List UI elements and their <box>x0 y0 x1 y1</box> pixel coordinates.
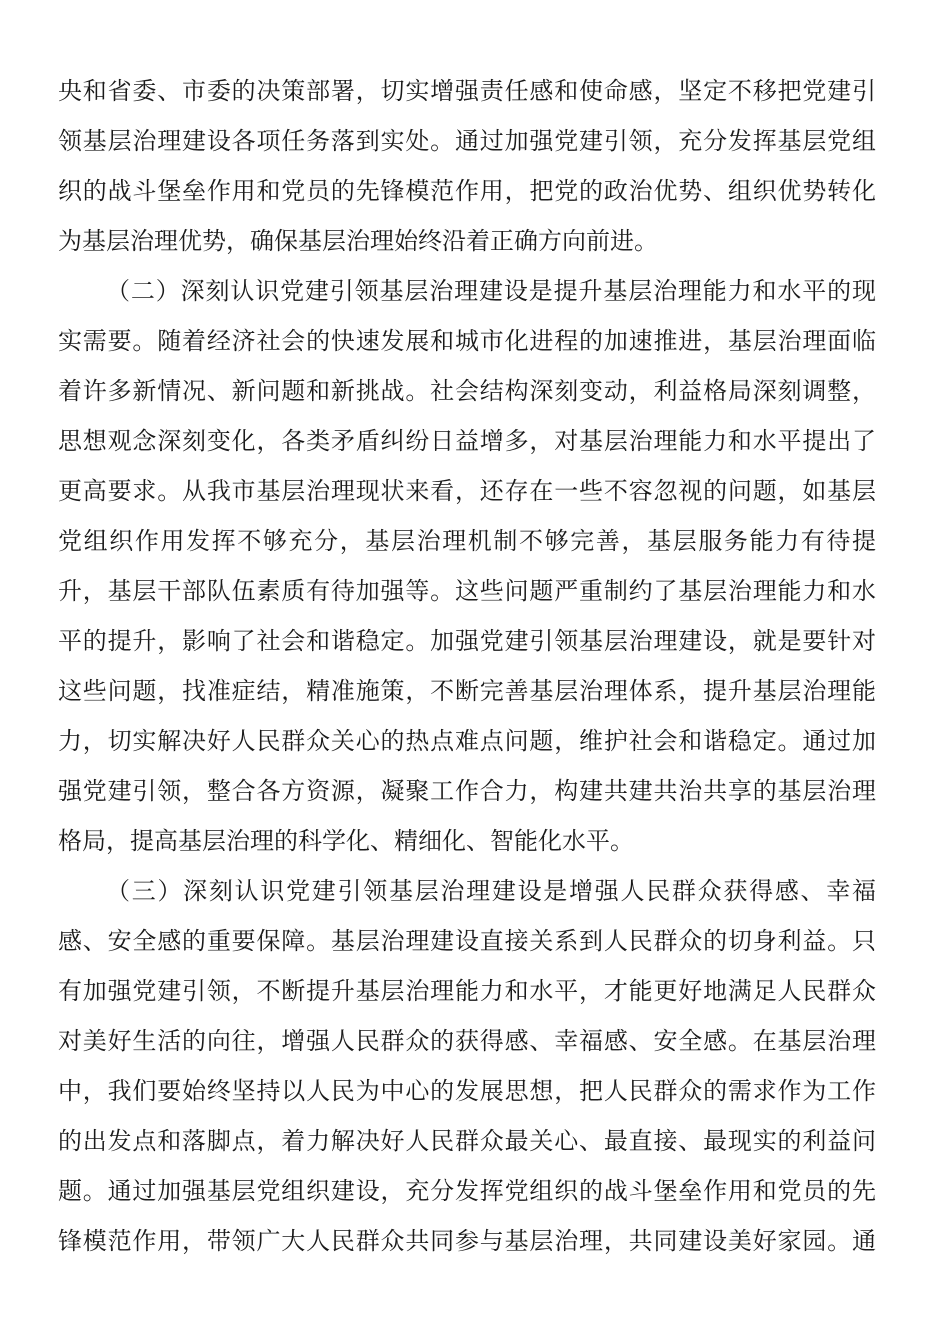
paragraph-section-three <box>58 866 876 1266</box>
text-line: 感、安全感的重要保障。基层治理建设直接关系到人民群众的切身利益。只 <box>58 927 876 955</box>
text-line: 更高要求。从我市基层治理现状来看，还存在一些不容忽视的问题，如基层 <box>58 477 876 505</box>
text-line: 央和省委、市委的决策部署，切实增强责任感和使命感，坚定不移把党建引 <box>58 77 876 105</box>
text-line: 强党建引领，整合各方资源，凝聚工作合力，构建共建共治共享的基层治理 <box>58 777 876 805</box>
text-line: （二）深刻认识党建引领基层治理建设是提升基层治理能力和水平的现 <box>106 277 876 305</box>
document-page <box>58 66 876 1266</box>
text-line: 力，切实解决好人民群众关心的热点难点问题，维护社会和谐稳定。通过加 <box>58 727 876 755</box>
text-line: 为基层治理优势，确保基层治理始终沿着正确方向前进。 <box>58 227 658 255</box>
text-line: （三）深刻认识党建引领基层治理建设是增强人民群众获得感、幸福 <box>106 877 876 905</box>
text-line: 题。通过加强基层党组织建设，充分发挥党组织的战斗堡垒作用和党员的先 <box>58 1177 876 1205</box>
text-line: 平的提升，影响了社会和谐稳定。加强党建引领基层治理建设，就是要针对 <box>58 627 876 655</box>
text-line: 有加强党建引领，不断提升基层治理能力和水平，才能更好地满足人民群众 <box>58 977 876 1005</box>
text-line: 对美好生活的向往，增强人民群众的获得感、幸福感、安全感。在基层治理 <box>58 1027 876 1055</box>
paragraph-section-two <box>58 266 876 866</box>
text-line: 锋模范作用，带领广大人民群众共同参与基层治理，共同建设美好家园。通 <box>58 1227 876 1255</box>
text-line: 织的战斗堡垒作用和党员的先锋模范作用，把党的政治优势、组织优势转化 <box>58 177 876 205</box>
text-line: 思想观念深刻变化，各类矛盾纠纷日益增多，对基层治理能力和水平提出了 <box>58 427 876 455</box>
text-line: 领基层治理建设各项任务落到实处。通过加强党建引领，充分发挥基层党组 <box>58 127 876 155</box>
paragraph-continuation <box>58 66 876 266</box>
text-line: 升，基层干部队伍素质有待加强等。这些问题严重制约了基层治理能力和水 <box>58 577 876 605</box>
text-line: 中，我们要始终坚持以人民为中心的发展思想，把人民群众的需求作为工作 <box>58 1077 876 1105</box>
text-line: 的出发点和落脚点，着力解决好人民群众最关心、最直接、最现实的利益问 <box>58 1127 876 1155</box>
text-line: 实需要。随着经济社会的快速发展和城市化进程的加速推进，基层治理面临 <box>58 327 876 355</box>
text-line: 这些问题，找准症结，精准施策，不断完善基层治理体系，提升基层治理能 <box>58 677 876 705</box>
text-line: 党组织作用发挥不够充分，基层治理机制不够完善，基层服务能力有待提 <box>58 527 876 555</box>
text-line: 着许多新情况、新问题和新挑战。社会结构深刻变动，利益格局深刻调整， <box>58 377 876 405</box>
text-line: 格局，提高基层治理的科学化、精细化、智能化水平。 <box>58 827 634 855</box>
